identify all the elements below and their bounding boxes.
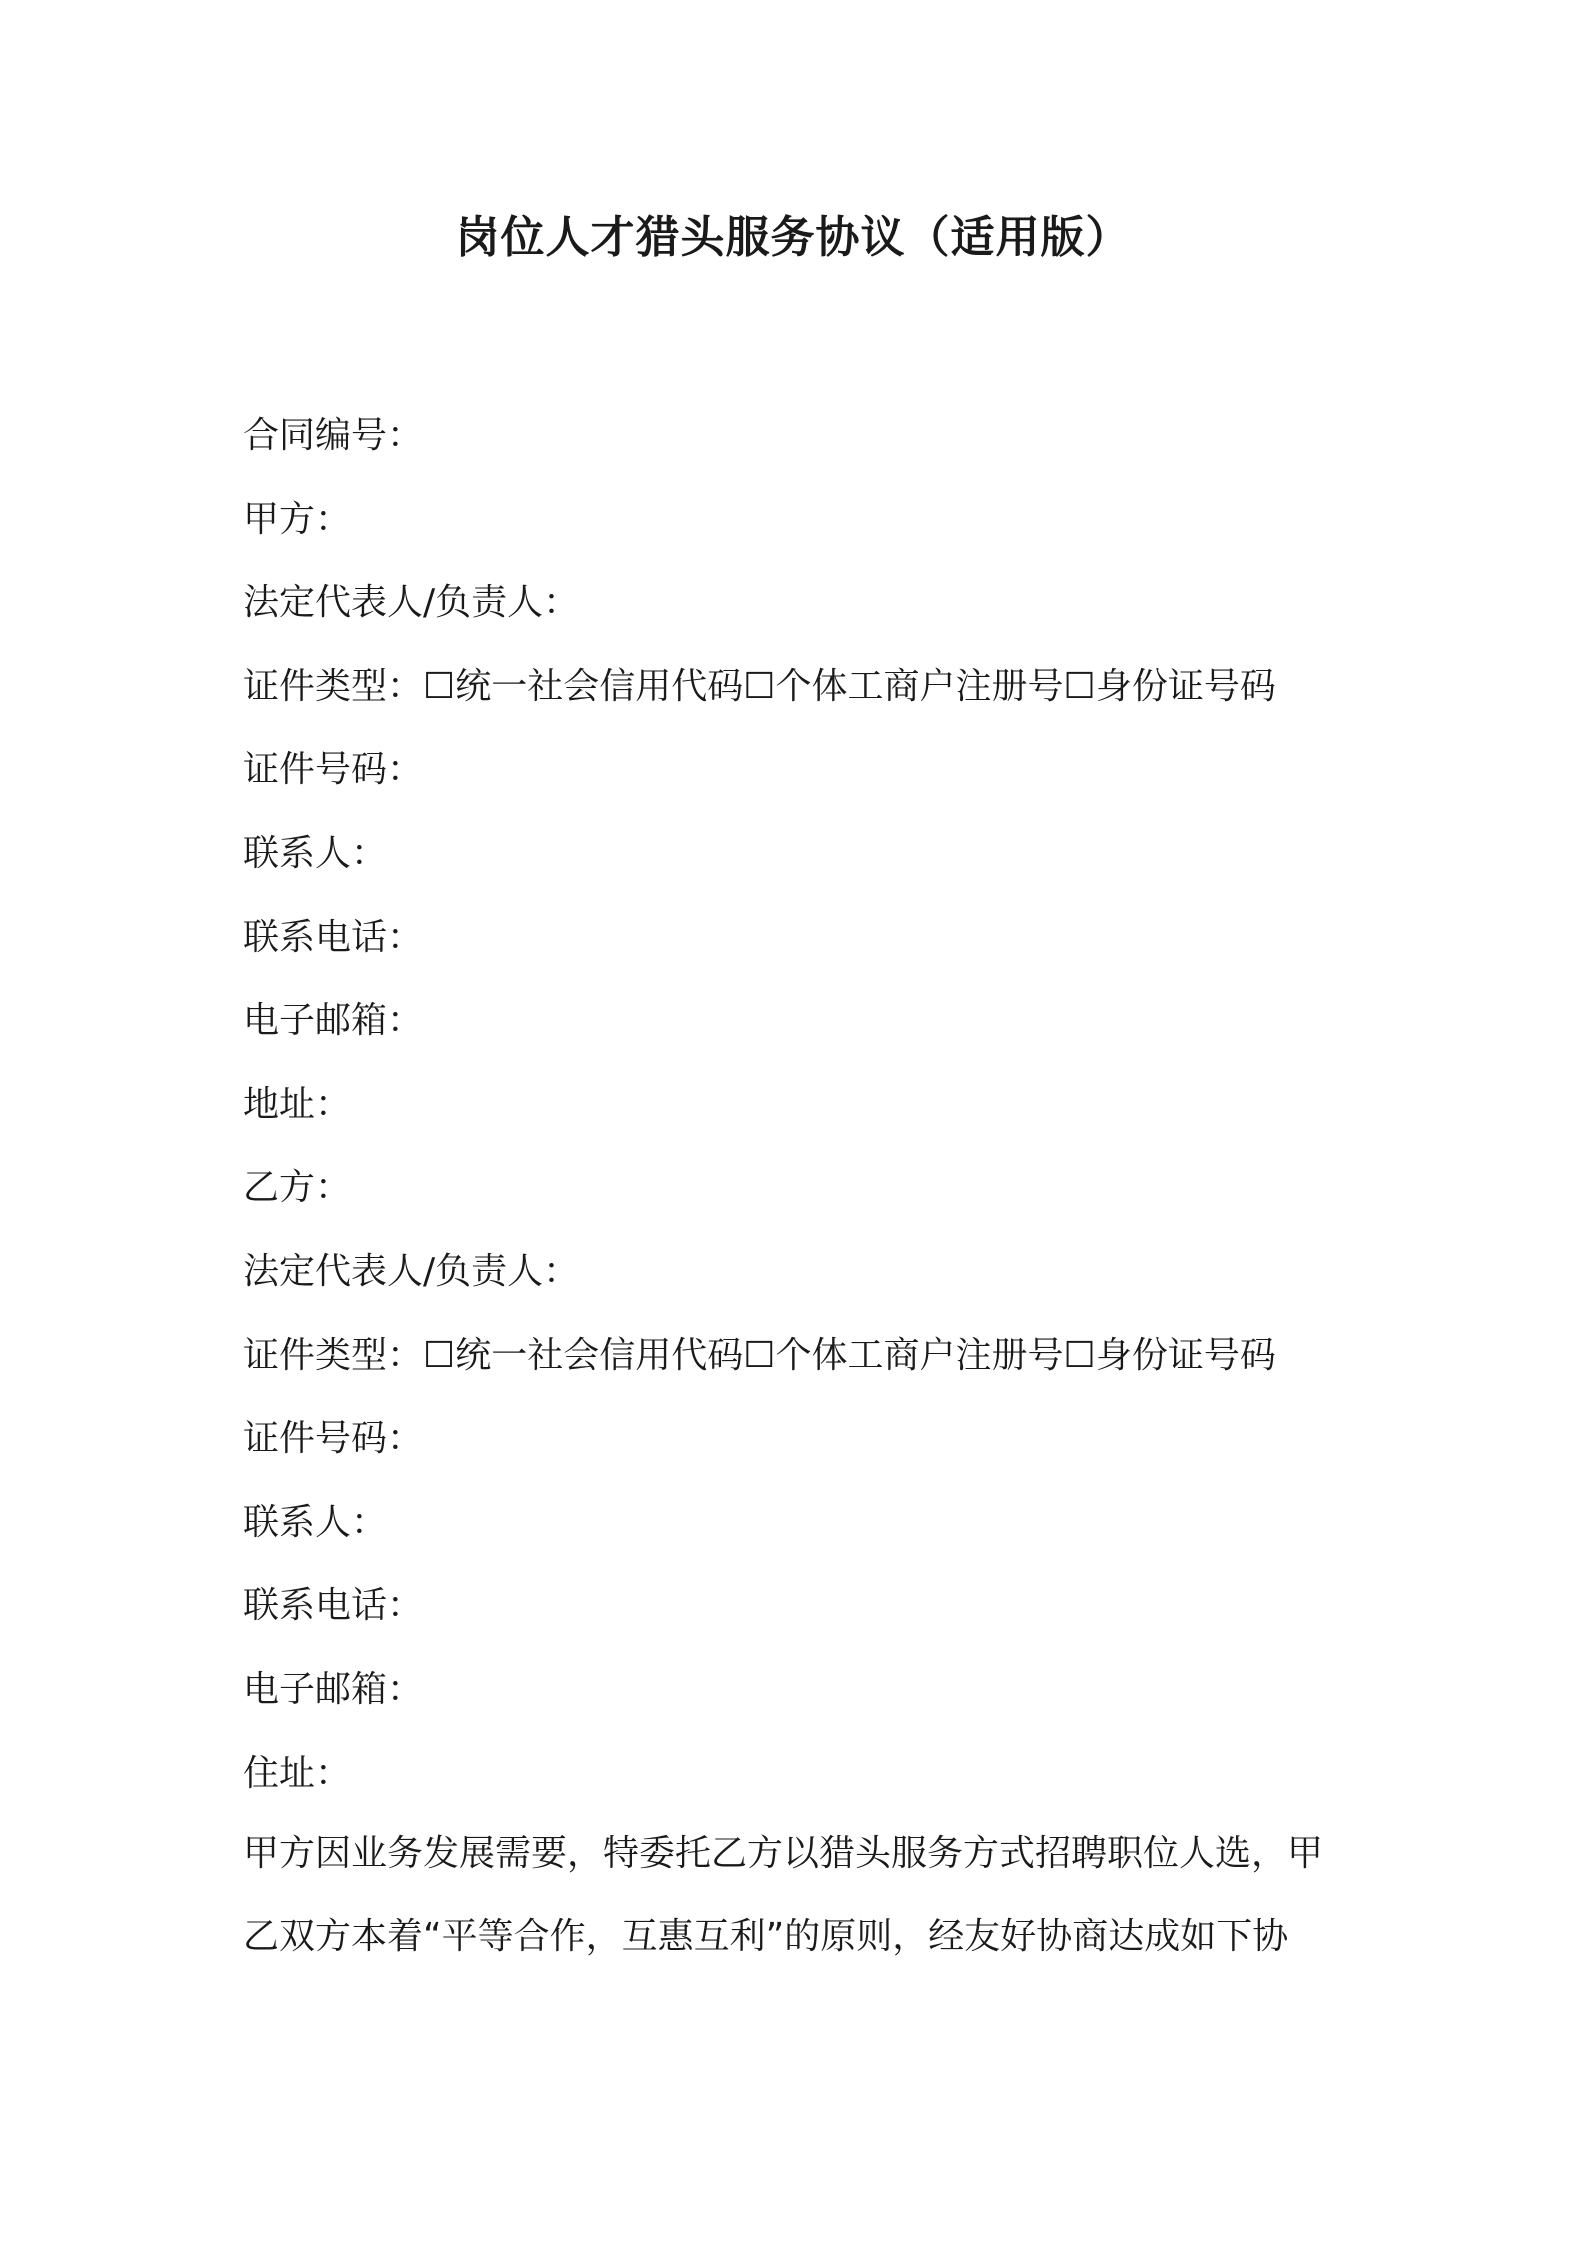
field-party-a: 甲方： [243, 498, 352, 540]
field-party-b-contact: 联系人： [243, 1501, 388, 1543]
field-party-b-legal-representative: 法定代表人/负责人： [243, 1250, 580, 1292]
party-info-fields [243, 408, 1363, 1829]
intro-line: 甲方因业务发展需要，特委托乙方以猎头服务方式招聘职位人选，甲 [243, 1833, 1324, 1874]
field-contract-number: 合同编号： [243, 415, 424, 456]
field-party-a-legal-representative: 法定代表人/负责人： [243, 582, 580, 624]
field-party-b: 乙方： [243, 1167, 352, 1209]
field-party-a-id-number: 证件号码： [243, 749, 424, 791]
field-party-b-phone: 联系电话： [243, 1585, 424, 1627]
field-party-a-email: 电子邮箱： [243, 1000, 424, 1042]
intro-paragraph [243, 1826, 1363, 1992]
field-party-a-contact: 联系人： [243, 832, 388, 874]
field-party-a-phone: 联系电话： [243, 916, 424, 958]
intro-line: 乙双方本着“平等合作，互惠互利”的原则，经友好协商达成如下协 [243, 1916, 1289, 1957]
field-party-a-address: 地址： [243, 1083, 352, 1125]
field-party-a-id-type: 证件类型：☐统一社会信用代码☐个体工商户注册号☐身份证号码 [243, 665, 1276, 707]
document-title: 岗位人才猎头服务协议（适用版） [455, 212, 1131, 263]
field-party-b-residence: 住址： [243, 1752, 352, 1794]
field-party-b-id-number: 证件号码： [243, 1418, 424, 1460]
field-party-b-email: 电子邮箱： [243, 1668, 424, 1710]
field-party-b-id-type: 证件类型：☐统一社会信用代码☐个体工商户注册号☐身份证号码 [243, 1334, 1276, 1376]
